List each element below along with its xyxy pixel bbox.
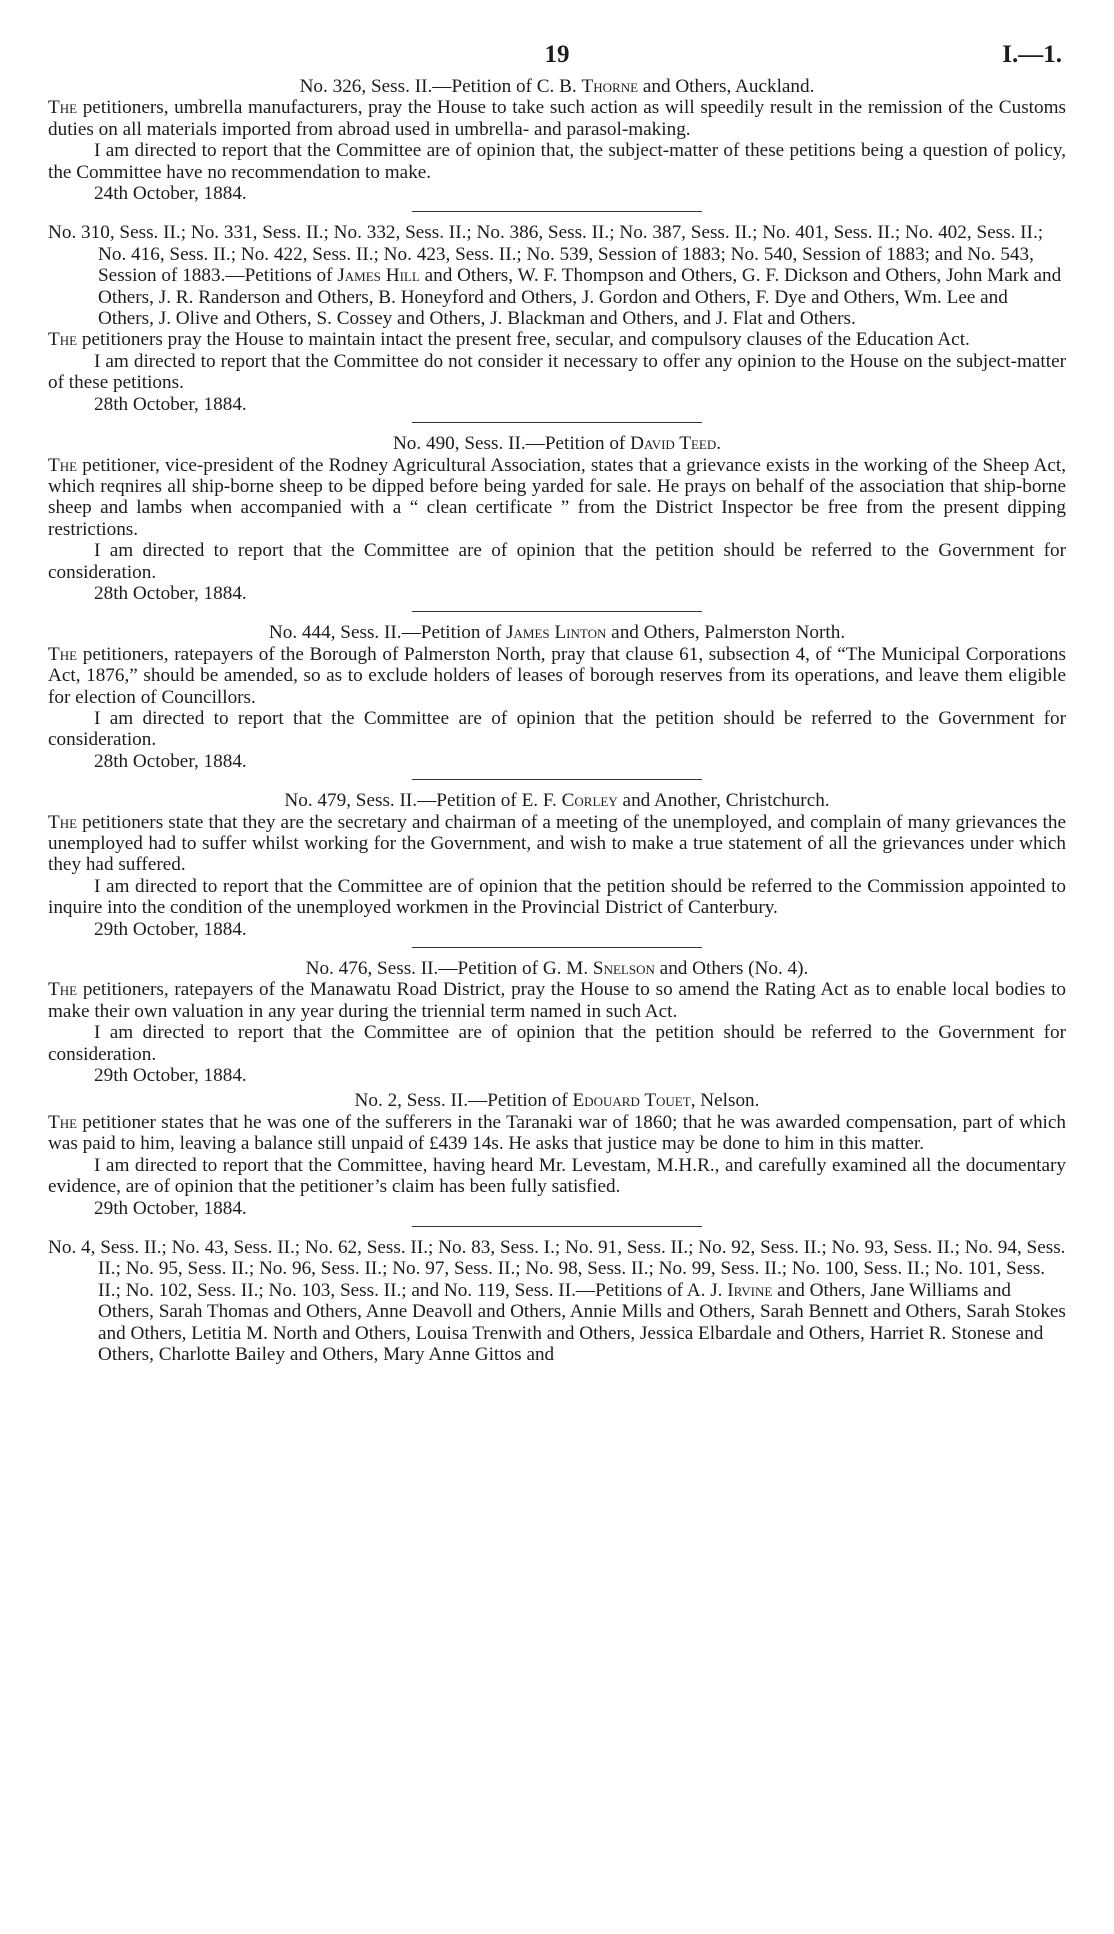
petition-heading (48, 790, 1066, 811)
heading-text: No. 326, Sess. II.—Petition of C. B. (299, 76, 582, 97)
prayer-text: petitioners state that they are the secretary and chairman of a meeting of the unemployed, and complain of many grievances the unemployed had to suffer whilst working for the Government, and wish to make a true statement of all the grievances under which they had suffered. (48, 811, 1066, 876)
heading-text: No. 2, Sess. II.—Petition of (354, 1090, 573, 1112)
report-date: 28th October, 1884. (94, 393, 247, 415)
petition-prayer (48, 812, 1066, 876)
prayer-text: petitioners, ratepayers of the Manawatu Road District, pray the House to so amend the Rating Act as to enable local bodies to make their own valuation in any year during the triennial term named in such Act. (48, 979, 1066, 1022)
heading-text: No. 310, Sess. II.; No. 331, Sess. II.; No. 332, Sess. II.; No. 386, Sess. II.; No. 387, Sess. II.; No. 401, Sess. II.; No. 402, Sess. II.; No. 416, Sess. II.; No. 422, Sess. II.; No. 423, Sess. II.; No. 539, Session of 1883; No. 540, Session of 1883; and No. 543, Session of 1883.—Petitions of (48, 222, 1044, 287)
page-header (48, 40, 1066, 76)
prayer-text: petitioners pray the House to maintain intact the present free, secular, and compulsory clauses of the Education Act. (77, 329, 970, 351)
prayer-lead: The (48, 329, 78, 351)
heading-text: and Others, Auckland. (638, 76, 815, 97)
section-divider (412, 1226, 702, 1227)
petitioner-name: Irvine (727, 1279, 773, 1301)
petitioner-name: Snelson (592, 958, 655, 980)
petition-section (48, 790, 1066, 940)
heading-text: and Others, Palmerston North. (606, 622, 846, 644)
petition-heading (48, 958, 1066, 979)
petition-heading (48, 222, 1066, 329)
petition-prayer (48, 979, 1066, 1022)
heading-text: and Others, W. F. Thompson and Others, G. F. Dickson and Others, John Mark and Others, J. R. Randerson and Others, B. Honeyford and Others, J. Gordon and Others, F. Dye and Others, Wm. Lee and Others, J. Olive and Others, S. Cossey and Others, J. Blackman and Others, and J. Flat and Others. (98, 265, 1062, 330)
page-number: 19 (544, 41, 570, 68)
prayer-text: petitioners, ratepayers of the Borough of Palmerston North, pray that clause 61, subsection 4, of “The Municipal Corporations Act, 1876,” should be amended, so as to exclude holders of leases of borough reserves from its operations, and leave them eligible for election of Councillors. (48, 643, 1066, 708)
paper-reference: I.—1. (1002, 41, 1062, 68)
prayer-lead: The (48, 454, 78, 476)
report-date: 29th October, 1884. (94, 1065, 247, 1087)
heading-text: No. 476, Sess. II.—Petition of G. M. (305, 958, 593, 980)
petition-prayer (48, 455, 1066, 541)
section-divider (412, 211, 702, 212)
section-divider (412, 611, 702, 612)
committee-report: I am directed to report that the Committee do not consider it necessary to offer any opinion to the House on the subject-matter of these petitions. (48, 350, 1066, 394)
heading-text: and Others (No. 4). (654, 958, 809, 980)
heading-text: and Others, Jane Williams and Others, Sarah Thomas and Others, Anne Deavoll and Others, Annie Mills and Others, Sarah Bennett and Others, Sarah Stokes and Others, Letitia M. North and Others, Louisa Trenwith and Others, Jessica Elbardale and Others, Harriet R. Stonese and Others, Charlotte Bailey and Others, Mary Anne Gittos and (98, 1279, 1066, 1365)
section-divider (412, 947, 702, 948)
petition-prayer (48, 1112, 1066, 1155)
prayer-lead: The (48, 1111, 78, 1133)
heading-text: No. 479, Sess. II.—Petition of E. F. (284, 790, 562, 812)
prayer-lead: The (48, 97, 78, 119)
heading-text: No. 444, Sess. II.—Petition of (268, 622, 507, 644)
committee-report: I am directed to report that the Committee, having heard Mr. Levestam, M.H.R., and carefully examined all the documentary evidence, are of opinion that the petitioner’s claim has been fully satisfied. (48, 1154, 1066, 1198)
prayer-lead: The (48, 811, 78, 833)
committee-report: I am directed to report that the Committee are of opinion that, the subject-matter of these petitions being a question of policy, the Committee have no recommendation to make. (48, 140, 1066, 183)
report-date: 29th October, 1884. (94, 1197, 247, 1219)
petition-section (48, 433, 1066, 604)
section-divider (412, 779, 702, 780)
petitioner-name: Thorne (581, 76, 639, 97)
prayer-text: petitioner states that he was one of the sufferers in the Taranaki war of 1860; that he was awarded compensation, part of which was paid to him, leaving a balance still unpaid of £439 14s. He asks that justice may be done to him in this matter. (48, 1111, 1066, 1155)
committee-report: I am directed to report that the Committee are of opinion that the petition should be referred to the Commission appointed to inquire into the condition of the unemployed workmen in the Provincial District of Canterbury. (48, 875, 1066, 919)
petitioner-name: Corley (561, 790, 618, 812)
petition-prayer (48, 644, 1066, 708)
report-date: 28th October, 1884. (94, 582, 247, 604)
report-date: 28th October, 1884. (94, 750, 247, 772)
petition-prayer (48, 329, 1066, 350)
petition-heading (48, 622, 1066, 643)
prayer-text: petitioner, vice-president of the Rodney Agricultural Association, states that a grievance exists in the working of the Sheep Act, which reqnires all ship-borne sheep to be dipped before being yarded for sale. He prays on behalf of the association that ship-borne sheep and lambs when accompanied with a “ clean certificate ” from the District Inspector be free from the present dipping restrictions. (48, 454, 1066, 540)
petition-section (48, 76, 1066, 204)
heading-text: No. 490, Sess. II.—Petition of (392, 433, 631, 455)
petitioner-name: Edouard Touet (572, 1090, 691, 1112)
heading-text: . (716, 433, 722, 455)
heading-text: and Another, Christchurch. (617, 790, 830, 812)
petition-section (48, 1090, 1066, 1218)
report-date: 29th October, 1884. (94, 918, 247, 940)
heading-text: No. 4, Sess. II.; No. 43, Sess. II.; No. 62, Sess. II.; No. 83, Sess. I.; No. 91, Sess. II.; No. 92, Sess. II.; No. 93, Sess. II.; No. 94, Sess. II.; No. 95, Sess. II.; No. 96, Sess. II.; No. 97, Sess. II.; No. 98, Sess. II.; No. 99, Sess. II.; No. 100, Sess. II.; No. 101, Sess. II.; No. 102, Sess. II.; No. 103, Sess. II.; and No. 119, Sess. II.—Petitions of A. J. (48, 1236, 1066, 1301)
petition-heading (48, 76, 1066, 97)
petition-section (48, 1237, 1066, 1365)
petitioner-name: David Teed (630, 433, 717, 455)
prayer-lead: The (48, 979, 78, 1001)
petition-section (48, 222, 1066, 415)
committee-report: I am directed to report that the Committee are of opinion that the petition should be referred to the Government for consideration. (48, 1022, 1066, 1065)
petition-section (48, 958, 1066, 1086)
committee-report: I am directed to report that the Committee are of opinion that the petition should be referred to the Government for consideration. (48, 707, 1066, 751)
prayer-lead: The (48, 643, 78, 665)
heading-text: , Nelson. (690, 1090, 760, 1112)
petition-heading (48, 433, 1066, 454)
prayer-text: petitioners, umbrella manufacturers, pray the House to take such action as will speedily result in the remission of the Customs duties on all materials imported from abroad used in umbrella- and parasol-making. (48, 97, 1066, 140)
petition-heading (48, 1090, 1066, 1111)
committee-report: I am directed to report that the Committee are of opinion that the petition should be referred to the Government for consideration. (48, 540, 1066, 583)
petition-section (48, 622, 1066, 772)
petition-heading (48, 1237, 1066, 1365)
petitioner-name: James Hill (337, 265, 420, 287)
petitioner-name: James Linton (506, 622, 607, 644)
petition-prayer (48, 97, 1066, 140)
section-divider (412, 422, 702, 423)
report-date: 24th October, 1884. (94, 183, 247, 205)
